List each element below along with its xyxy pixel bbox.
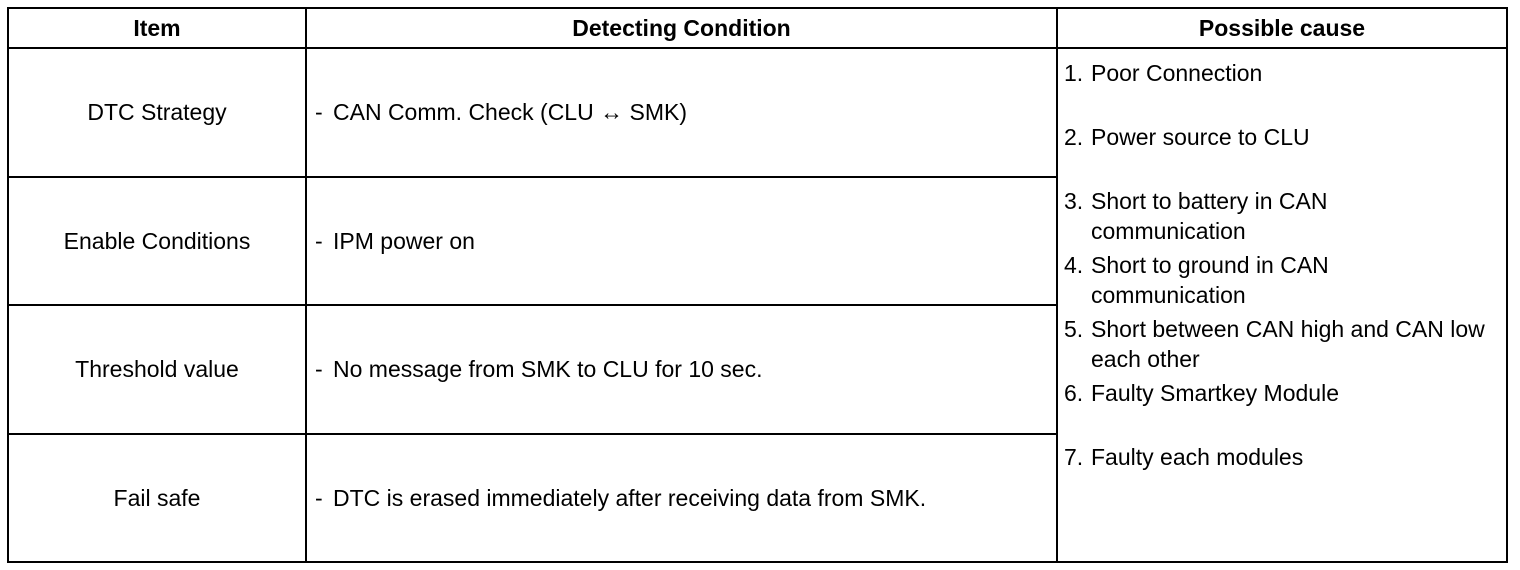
list-item — [1064, 186, 1500, 246]
bullet-dash: - — [315, 356, 323, 383]
list-item — [1064, 442, 1500, 472]
header-row — [8, 8, 1507, 48]
bullet-dash: - — [315, 227, 323, 254]
cause-number: 7. — [1064, 444, 1084, 470]
list-item — [1064, 58, 1500, 88]
list-item — [1064, 250, 1500, 310]
list-item — [1064, 314, 1500, 374]
item-cell: Threshold value — [8, 305, 306, 434]
cause-number: 5. — [1064, 316, 1084, 342]
bullet-dash: - — [315, 484, 323, 511]
condition-text: CAN Comm. Check (CLU ↔ SMK) — [333, 99, 687, 126]
condition-cell — [306, 434, 1057, 563]
cause-list — [1064, 58, 1500, 472]
cause-text: Short between CAN high and CAN low each other — [1091, 316, 1485, 372]
condition-text: No message from SMK to CLU for 10 sec. — [333, 356, 763, 383]
cause-number: 1. — [1064, 60, 1084, 86]
cause-text: Faulty Smartkey Module — [1091, 380, 1339, 406]
cause-number: 6. — [1064, 380, 1084, 406]
table-row — [8, 48, 1507, 177]
condition-cell — [306, 48, 1057, 177]
header-detecting-condition: Detecting Condition — [306, 8, 1057, 48]
cause-text: Faulty each modules — [1091, 444, 1304, 470]
cause-number: 4. — [1064, 252, 1084, 278]
item-cell: Enable Conditions — [8, 177, 306, 306]
cause-number: 3. — [1064, 188, 1084, 214]
item-cell: DTC Strategy — [8, 48, 306, 177]
dtc-table — [7, 7, 1508, 563]
list-item — [1064, 378, 1500, 408]
bullet-dash: - — [315, 99, 323, 126]
condition-cell — [306, 177, 1057, 306]
condition-text: DTC is erased immediately after receiving data from SMK. — [333, 484, 927, 511]
header-item: Item — [8, 8, 306, 48]
cause-number: 2. — [1064, 124, 1084, 150]
item-cell: Fail safe — [8, 434, 306, 563]
possible-cause-cell — [1057, 48, 1507, 562]
cause-text: Short to ground in CAN communication — [1091, 252, 1329, 308]
condition-text: IPM power on — [333, 227, 475, 254]
condition-cell — [306, 305, 1057, 434]
cause-text: Power source to CLU — [1091, 124, 1310, 150]
header-possible-cause: Possible cause — [1057, 8, 1507, 48]
cause-text: Short to battery in CAN communication — [1091, 188, 1328, 244]
cause-text: Poor Connection — [1091, 60, 1263, 86]
list-item — [1064, 122, 1500, 152]
